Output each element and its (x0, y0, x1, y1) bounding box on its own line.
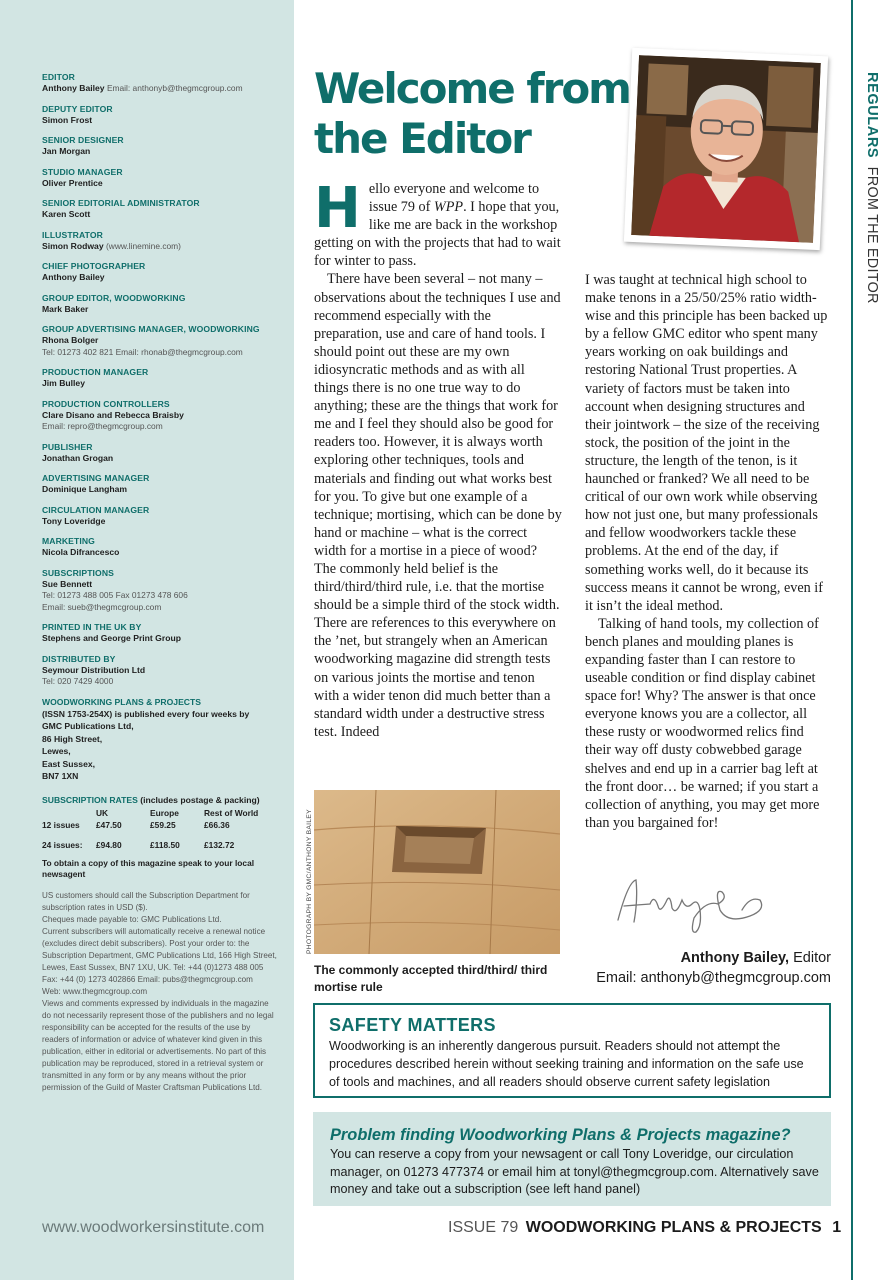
staff-name: Karen Scott (42, 209, 91, 219)
staff-role: DEPUTY EDITOR (42, 103, 113, 114)
page-title: Welcome from the Editor (314, 64, 630, 163)
staff-entry (42, 473, 282, 496)
staff-entry (42, 230, 282, 253)
rates-heading: SUBSCRIPTION RATES (includes postage & packing) (42, 794, 260, 805)
staff-entry (42, 261, 282, 284)
section-label-rest: FROM THE EDITOR (864, 166, 880, 304)
masthead-panel (0, 0, 294, 1280)
staff-entry (42, 536, 282, 559)
editor-email[interactable]: Email: anthonyb@thegmcgroup.com (596, 970, 831, 986)
staff-role: GROUP EDITOR, WOODWORKING (42, 292, 186, 303)
staff-name: Rhona Bolger (42, 335, 99, 345)
editor-portrait-image (631, 55, 821, 243)
table-cell: £132.72 (204, 839, 235, 850)
staff-name: Anthony Bailey (42, 272, 105, 282)
staff-entry (42, 622, 282, 645)
staff-role: MARKETING (42, 536, 95, 546)
staff-role: DISTRIBUTED BY (42, 653, 116, 664)
page-number: 1 (832, 1219, 842, 1236)
staff-name: Jan Morgan (42, 146, 91, 156)
body-paragraph: I was taught at technical high school to make tenons in a 25/50/25% ratio width-wise and this principle has been backed up by a fellow GMC editor who spent many years working on oak buildings and restoring National Trust properties. A variety of factors must be taken into account when designing structures and their jointwork – the size of the receiving stock, the position of the joint in the structure, the length of the tenon, is it haunched or franked? We all need to be critical of our own work while observing how not just one, but many professionals and fellow woodworkers tackle these problems. At the end of the day, if something works well, do it because its success means it cannot be wrong, even if it isn’t the ideal method. (585, 272, 828, 614)
staff-entry (42, 135, 282, 158)
staff-name: Stephens and George Print Group (42, 633, 181, 643)
staff-list (42, 72, 282, 1094)
staff-contact: Email: anthonyb@thegmcgroup.com (106, 83, 243, 93)
table-cell: 24 issues: (42, 839, 83, 850)
staff-entry (42, 198, 282, 221)
staff-entry (42, 399, 282, 433)
staff-name: Mark Baker (42, 303, 89, 314)
small-print: US customers should call the Subscription Department for subscription rates in USD ($). Cheques made payable to: GMC Publications Ltd. Current subscribers will automatically receive a renewal notice (excludes direct debit subscribers). Post your order to: the Subscription Department, GMC Publications Ltd, 166 High Street, Lewes, East Sussex, BN7 1XU, UK. Tel: +44 (0)1273 488 005 Fax: +44 (0) 1273 402866 Email: pubs@thegmcgroup.com Web: www.thegmcgroup.com Views and comments expressed by individuals in the magazine do not necessarily represent those of the publishers and no legal responsibility can be accepted for the results of the use by readers of information or advice of whatever kind given in this publication, either in editorial or advertisements. No part of this publication may be reproduced, stored in a retrieval system or transmitted in any form or by any means without the prior permission of the Guild of Master Craftsman Publications Ltd. (42, 890, 277, 1092)
staff-contact: Tel: 020 7429 4000 (42, 676, 114, 686)
staff-role: CIRCULATION MANAGER (42, 504, 150, 515)
subscription-rates-table (42, 807, 258, 851)
address-line: (ISSN 1753-254X) is published every four weeks by (42, 708, 250, 719)
website-url[interactable]: www.woodworkersinstitute.com (42, 1219, 265, 1236)
address-line: GMC Publications Ltd, (42, 721, 134, 731)
section-label (864, 72, 880, 304)
staff-role: CHIEF PHOTOGRAPHER (42, 261, 146, 271)
photo-caption: The commonly accepted third/third/ third mortise rule (314, 963, 548, 994)
staff-role: PRODUCTION MANAGER (42, 367, 149, 377)
article-column-2 (585, 271, 833, 832)
staff-name: Jonathan Grogan (42, 452, 114, 463)
table-header-cell: Rest of World (204, 807, 259, 818)
staff-name: Oliver Prentice (42, 177, 103, 188)
staff-role: SENIOR DESIGNER (42, 135, 124, 145)
staff-role: PRODUCTION CONTROLLERS (42, 398, 170, 409)
staff-name: Clare Disano and Rebecca Braisby (42, 409, 184, 420)
sign-off (570, 948, 831, 988)
table-cell: 12 issues (42, 819, 80, 830)
table-cell: £94.80 (96, 839, 122, 850)
staff-role: ADVERTISING MANAGER (42, 473, 150, 483)
table-header-cell (42, 807, 96, 819)
safety-text: Woodworking is an inherently dangerous pursuit. Readers should not attempt the procedures described herein without seeking training and information on the safe use of tools and machines, and all readers should observe current safety legislation (329, 1039, 804, 1089)
editor-portrait (624, 48, 828, 250)
rates-note: (includes postage & packing) (140, 794, 260, 805)
issue-number: ISSUE 79 (448, 1219, 519, 1236)
staff-contact: Tel: 01273 402 821 Email: rhonab@thegmcgroup.com (42, 346, 243, 357)
table-header-cell: UK (96, 807, 109, 818)
staff-contact: (www.linemine.com) (106, 240, 181, 251)
staff-name: Simon Rodway (42, 240, 104, 251)
staff-entry (42, 293, 282, 316)
problem-heading: Problem finding Woodworking Plans & Projects magazine? (330, 1126, 791, 1144)
table-header-cell: Europe (150, 807, 179, 818)
address-line: 86 High Street, (42, 733, 103, 744)
staff-contact: Email: sueb@thegmcgroup.com (42, 601, 162, 612)
staff-role: PRINTED IN THE UK BY (42, 622, 142, 632)
staff-entry (42, 442, 282, 465)
staff-contact: Tel: 01273 488 005 Fax 01273 478 606 (42, 590, 188, 600)
table-cell: £59.25 (150, 819, 176, 830)
drop-cap: H (314, 176, 361, 241)
staff-entry (42, 367, 282, 390)
article-column-1 (314, 176, 562, 741)
body-paragraph: Talking of hand tools, my collection of bench planes and moulding planes is expanding faster than I can restore to useable condition or find display cabinet space for! Why? The answer is that once everyone knows you are a collector, all these rusty or woodwormed relics find their way off dusty cobwebbed garage shelves and end up in a carrier bag left at the front door… be warned; if you start a collection of anything, you may get more than you bargained for! (585, 615, 820, 831)
address-line: East Sussex, (42, 758, 96, 769)
staff-role: GROUP ADVERTISING MANAGER, WOODWORKING (42, 324, 260, 334)
table-row (42, 819, 258, 831)
staff-entry (42, 324, 282, 358)
staff-name: Anthony Bailey (42, 83, 105, 93)
table-cell: £66.36 (204, 819, 230, 830)
table-cell: £47.50 (96, 819, 122, 830)
table-row (42, 839, 258, 851)
staff-role: STUDIO MANAGER (42, 166, 123, 177)
staff-name: Seymour Distribution Ltd (42, 664, 146, 675)
staff-contact: Email: repro@thegmcgroup.com (42, 421, 163, 431)
mortise-photo (314, 790, 560, 954)
editor-name: Anthony Bailey, (680, 950, 790, 966)
address-line: Lewes, (42, 746, 71, 756)
staff-role: EDITOR (42, 72, 75, 82)
staff-role: SENIOR EDITORIAL ADMINISTRATOR (42, 198, 200, 208)
obtain-note: To obtain a copy of this magazine speak to your local newsagent (42, 857, 255, 879)
staff-role: ILLUSTRATOR (42, 229, 103, 240)
body-paragraph: There have been several – not many – observations about the techniques I use and recommend especially with the preparation, use and care of hand tools. I should point out these are my own idiosyncratic methods and as with all things there is no one true way to do anything; these are the things that work for me and I feel they should also be good for readers too. However, it is always worth exploring other techniques, tools and materials and finding out what works best for you. To give but one example of a technique; mortising, which can be done by hand or machine – what is the correct width for a mortise in a piece of wood? The commonly held belief is the third/third/third rule, i.e. that the mortise should be a simple third of the stock width. There are references to this everywhere on the ’net, but strangely when an American woodworking magazine did strength tests on various joints the mortise and tenon with a wider tenon did much better than a standard width under a destructive stress test. Indeed (314, 271, 562, 740)
staff-name: Simon Frost (42, 114, 93, 125)
plans-heading: WOODWORKING PLANS & PROJECTS (42, 696, 201, 707)
staff-entry (42, 167, 282, 190)
staff-name: Dominique Langham (42, 484, 127, 494)
staff-name: Jim Bulley (42, 378, 85, 388)
editor-role: Editor (789, 950, 831, 966)
staff-role: SUBSCRIPTIONS (42, 567, 114, 578)
magazine-name: WOODWORKING PLANS & PROJECTS (525, 1219, 822, 1236)
page-footer (448, 1219, 841, 1237)
problem-box (313, 1112, 831, 1206)
staff-entry (42, 104, 282, 127)
staff-entry (42, 654, 282, 688)
intro-paragraph: Hello everyone and welcome to issue 79 of WPP. I hope that you, like me are back in the workshop getting on with the projects that had to wait for winter to pass. (314, 176, 561, 270)
staff-entry (42, 505, 282, 528)
edge-rule (851, 0, 853, 1280)
editor-signature (610, 870, 780, 940)
address-line: BN7 1XN (42, 771, 79, 781)
safety-box (313, 1003, 831, 1098)
section-label-bold: REGULARS (864, 72, 880, 159)
magazine-abbrev: WPP (433, 199, 464, 216)
safety-heading: SAFETY MATTERS (329, 1015, 496, 1035)
staff-name: Nicola Difrancesco (42, 547, 120, 557)
staff-entry (42, 72, 282, 95)
publisher-address (42, 708, 282, 783)
table-cell: £118.50 (150, 839, 180, 850)
staff-name: Sue Bennett (42, 578, 93, 589)
staff-role: PUBLISHER (42, 441, 93, 452)
staff-name: Tony Loveridge (42, 515, 106, 526)
problem-text: You can reserve a copy from your newsagent or call Tony Loveridge, our circulation manager, on 01273 477374 or email him at tonyl@thegmcgroup.com. Alternatively save money and take out a subscription (see left hand panel) (330, 1147, 819, 1196)
table-header-row (42, 807, 258, 819)
photo-credit: PHOTOGRAPH BY GMC/ANTHONY BAILEY (306, 809, 313, 954)
staff-entry (42, 568, 282, 614)
